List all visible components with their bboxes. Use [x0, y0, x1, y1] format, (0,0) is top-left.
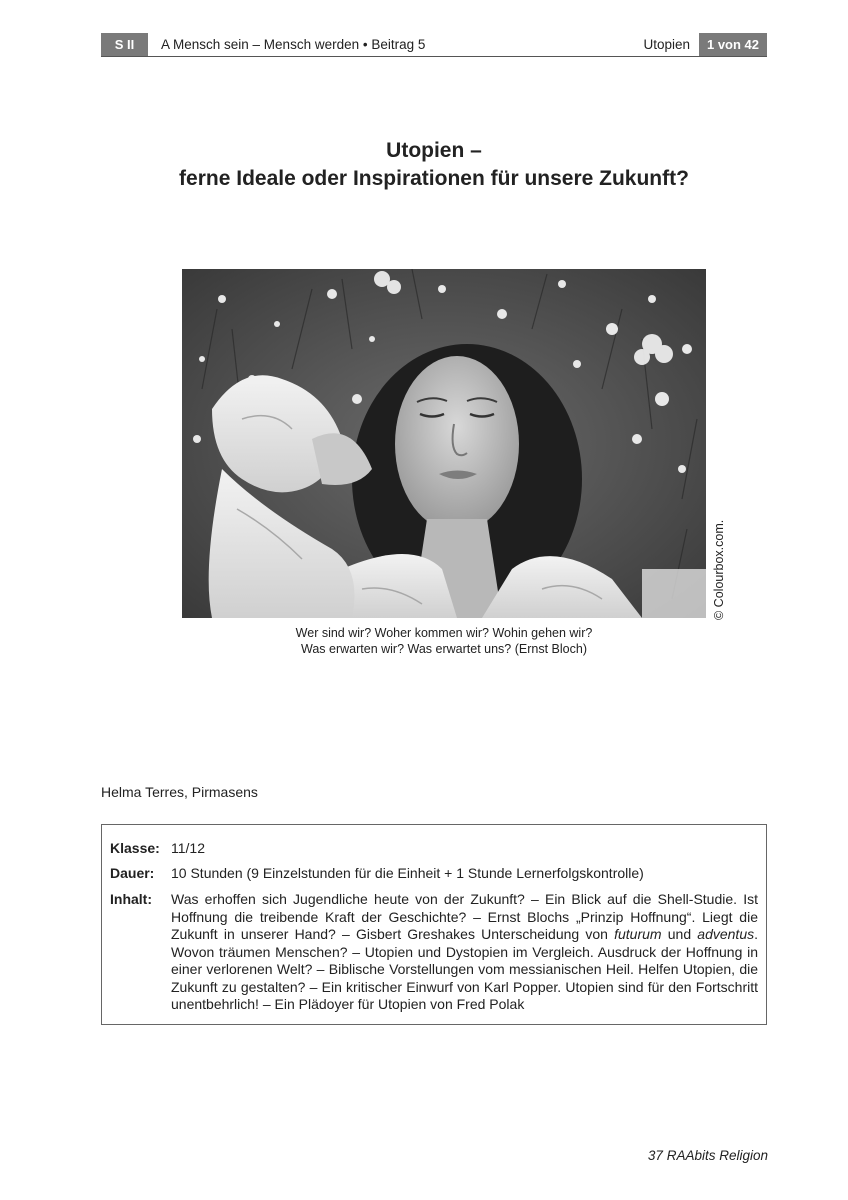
- page-number-badge: 1 von 42: [699, 33, 767, 56]
- topic-label: Utopien: [643, 37, 690, 52]
- inhalt-value: [171, 891, 758, 1014]
- inhalt-term-adventus: adventus: [697, 926, 755, 942]
- photo-caption: [182, 625, 706, 657]
- page-title: [101, 137, 767, 193]
- dauer-label: Dauer:: [110, 865, 155, 881]
- page-header: [101, 33, 767, 57]
- inhalt-label: Inhalt:: [110, 891, 152, 907]
- photo-credit: © Colourbox.com.: [712, 519, 726, 620]
- cover-photo: [182, 269, 706, 618]
- inhalt-term-futurum: futurum: [614, 926, 662, 942]
- series-title: A Mensch sein – Mensch werden • Beitrag 5: [161, 37, 426, 52]
- inhalt-text-1: Was erhoffen sich Jugendliche heute von der Zukunft? – Ein Blick auf die Shell-Studie. Ist Hoffnung die treibende Kraft der Geschichte? – Ernst Blochs „Prinzip Hoffnung“. Liegt die Zukunft in unserer Hand? – Gisbert Greshakes Unterscheidung von: [171, 891, 758, 942]
- title-line-2: ferne Ideale oder Inspirationen für unsere Zukunft?: [179, 167, 689, 190]
- author-line: Helma Terres, Pirmasens: [101, 784, 258, 800]
- lesson-info-box: [101, 824, 767, 1025]
- caption-line-2: Was erwarten wir? Was erwartet uns? (Ernst Bloch): [301, 642, 587, 656]
- klasse-value: 11/12: [171, 840, 205, 856]
- klasse-label: Klasse:: [110, 840, 160, 856]
- caption-line-1: Wer sind wir? Woher kommen wir? Wohin gehen wir?: [295, 626, 593, 640]
- dauer-value: 10 Stunden (9 Einzelstunden für die Einheit + 1 Stunde Lernerfolgskontrolle): [171, 865, 644, 881]
- inhalt-text-2: und: [661, 926, 698, 942]
- title-line-1: Utopien –: [386, 139, 482, 162]
- woman-in-flowers-image: [182, 269, 706, 618]
- page-footer: 37 RAAbits Religion: [647, 1148, 768, 1163]
- level-badge: S II: [101, 33, 148, 56]
- inhalt-text-3: . Wovon träumen Menschen? – Utopien und Dystopien im Vergleich. Ausdruck der Hoffnung in einer verlorenen Welt? – Biblische Vorstellungen vom messianischen Heil. Helfen Utopien, die Zukunft zu gestalten? – Ein kritischer Einwurf von Karl Popper. Utopien sind für den Fortschritt unentbehrlich! – Ein Plädoyer für Utopien von Fred Polak: [171, 926, 758, 1012]
